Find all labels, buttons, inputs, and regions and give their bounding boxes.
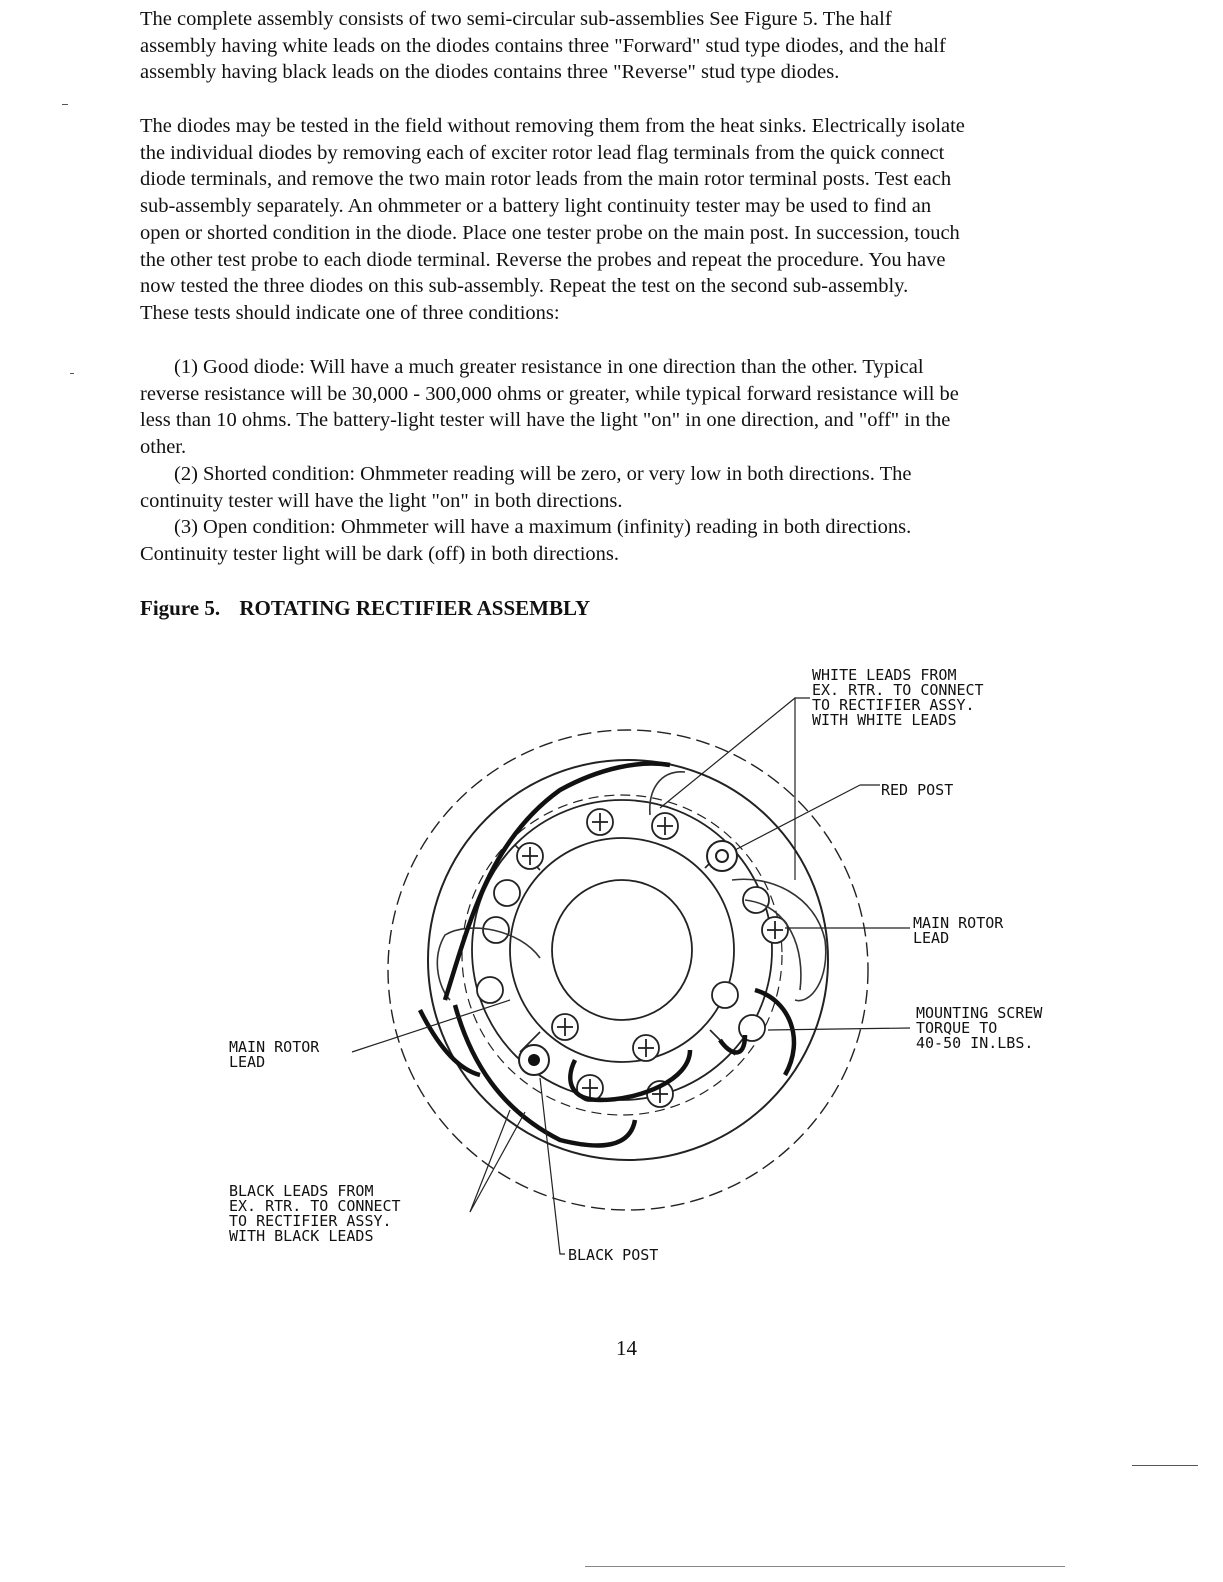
page-number: 14 (616, 1336, 637, 1360)
callout-text: 40-50 IN.LBS. (916, 1034, 1034, 1052)
scan-mark (62, 104, 68, 105)
intro-paragraph (140, 6, 1090, 86)
text-line: (3) Open condition: Ohmmeter will have a maximum (infinity) reading in both directions. (174, 516, 912, 538)
text-line: diode terminals, and remove the two main rotor leads from the main rotor terminal posts. Test each (140, 168, 952, 191)
label-black-leads (229, 1182, 401, 1245)
condition-open (140, 514, 1090, 567)
text-line: The diodes may be tested in the field without removing them from the heat sinks. Electrically isolate (140, 115, 965, 137)
text-line: assembly having black leads on the diodes contains three "Reverse" stud type diodes. (140, 61, 840, 84)
callout-text: WITH BLACK LEADS (229, 1227, 374, 1245)
text-line: The complete assembly consists of two semi-circular sub-assemblies See Figure 5. The half (140, 8, 892, 30)
callout-text: TO RECTIFIER ASSY. (229, 1212, 392, 1230)
text-line: These tests should indicate one of three conditions: (140, 301, 560, 324)
callout-text: WHITE LEADS FROM (812, 666, 957, 684)
text-line: assembly having white leads on the diodes contains three "Forward" stud type diodes, and the half (140, 34, 946, 57)
text-line: Continuity tester light will be dark (off) in both directions. (140, 542, 620, 565)
text-line: (2) Shorted condition: Ohmmeter reading will be zero, or very low in both directions. The (174, 463, 912, 485)
label-white-leads (812, 666, 984, 729)
callout-text: WITH WHITE LEADS (812, 711, 957, 729)
label-mounting-screw (916, 1004, 1043, 1052)
text-line: now tested the three diodes on this sub-assembly. Repeat the test on the second sub-assembly. (140, 275, 909, 298)
text-line: reverse resistance will be 30,000 - 300,000 ohms or greater, while typical forward resistance will be (140, 382, 959, 405)
text-line: (1) Good diode: Will have a much greater resistance in one direction than the other. Typical (174, 356, 924, 378)
callout-text: MOUNTING SCREW (916, 1004, 1043, 1022)
text-line: sub-assembly separately. An ohmmeter or a battery light continuity tester may be used to find an (140, 195, 932, 218)
callout-text: LEAD (913, 929, 950, 947)
callout-text: LEAD (229, 1053, 266, 1071)
scan-mark (70, 373, 74, 374)
text-line: the other test probe to each diode terminal. Reverse the probes and repeat the procedure. You have (140, 248, 946, 271)
scan-mark (585, 1566, 1065, 1567)
callout-text: MAIN ROTOR (913, 914, 1004, 932)
label-main-rotor-left (229, 1038, 320, 1071)
callout-text: TORQUE TO (916, 1019, 998, 1037)
heat-sink-gaps (515, 845, 735, 1055)
text-line: other. (140, 436, 187, 459)
rectifier-diagram (0, 640, 1223, 1280)
condition-good-diode (140, 354, 1090, 461)
figure-number: Figure 5. (140, 596, 221, 620)
condition-shorted (140, 461, 1090, 514)
diode-studs (517, 809, 788, 1107)
leader-lines (352, 698, 910, 1254)
label-main-rotor-right (913, 914, 1004, 947)
label-red-post: RED POST (881, 781, 954, 799)
callout-text: MAIN ROTOR (229, 1038, 320, 1056)
text-line: the individual diodes by removing each of exciter rotor lead flag terminals from the quick connect (140, 141, 945, 164)
testing-paragraph (140, 113, 1090, 327)
text-line: continuity tester will have the light "on" in both directions. (140, 489, 623, 512)
label-black-post: BLACK POST (568, 1246, 659, 1264)
figure-caption (140, 596, 590, 621)
scan-mark (1132, 1465, 1198, 1466)
callout-text: BLACK LEADS FROM (229, 1182, 374, 1200)
text-line: open or shorted condition in the diode. Place one tester probe on the main post. In succession, touch (140, 221, 960, 244)
text-line: less than 10 ohms. The battery-light tester will have the light "on" in one direction, and "off" in the (140, 409, 951, 432)
callout-text: EX. RTR. TO CONNECT (812, 681, 984, 699)
callout-text: TO RECTIFIER ASSY. (812, 696, 975, 714)
figure-title: ROTATING RECTIFIER ASSEMBLY (239, 596, 591, 620)
callout-text: EX. RTR. TO CONNECT (229, 1197, 401, 1215)
